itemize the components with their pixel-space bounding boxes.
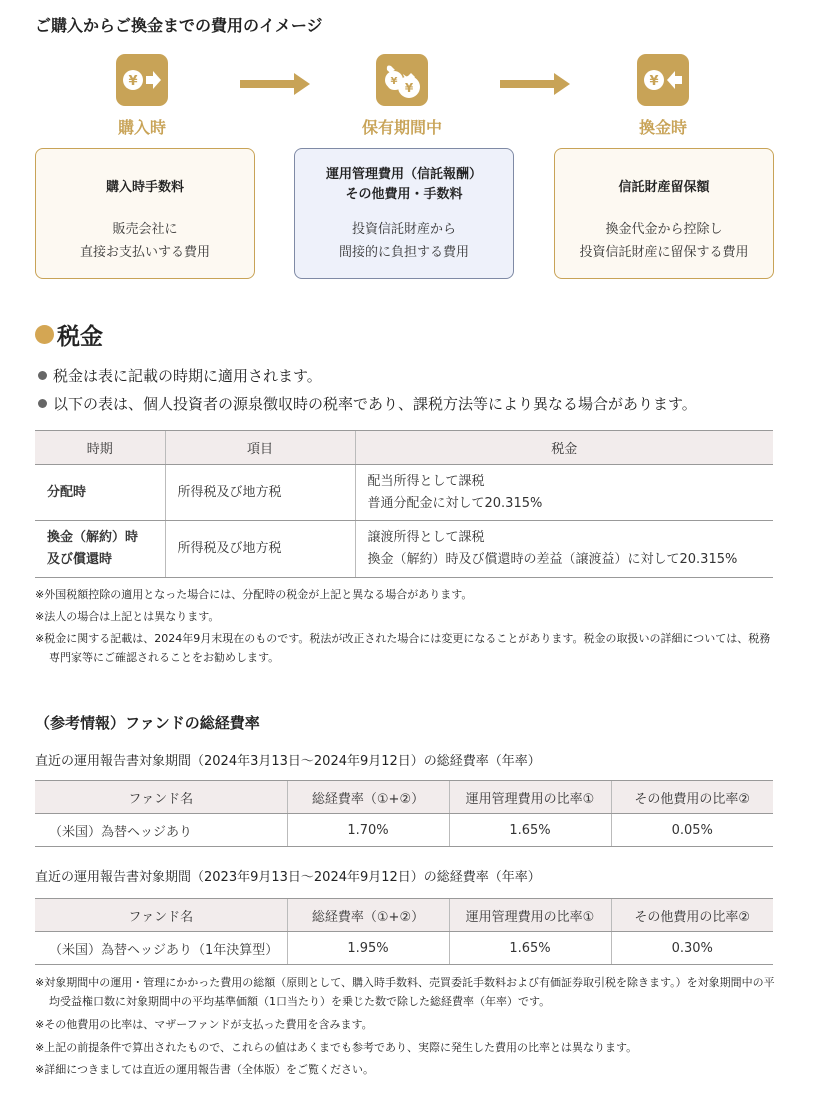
- management-ratio-cell: 1.65%: [449, 932, 611, 965]
- stage-label-redemption: 換金時: [638, 118, 687, 137]
- fund-name-cell: （米国）為替ヘッジあり（1年決算型）: [35, 932, 287, 965]
- period-text: 換金（解約）時: [47, 530, 139, 545]
- tax-heading: [35, 318, 103, 351]
- svg-text:¥: ¥: [649, 74, 659, 89]
- header-management-ratio: 運用管理費用の比率①: [449, 781, 611, 814]
- card-heading: 購入時手数料: [105, 180, 184, 195]
- header-fund: ファンド名: [35, 781, 287, 814]
- yen-arrow-out-icon: [637, 54, 689, 106]
- header-fund: ファンド名: [35, 899, 287, 932]
- tax-bullet-text: 税金は表に記載の時期に適用されます。: [53, 367, 322, 385]
- card-body-line: 間接的に負担する費用: [338, 245, 469, 260]
- header-other-ratio: その他費用の比率②: [611, 899, 773, 932]
- fund-name-cell: （米国）為替ヘッジあり: [35, 814, 287, 847]
- header-other-ratio: その他費用の比率②: [611, 781, 773, 814]
- ratio-caption: 直近の運用報告書対象期間（2023年9月13日～2024年9月12日）の総経費率（年率）: [35, 870, 541, 885]
- header-total-ratio: 総経費率（①+②）: [287, 899, 449, 932]
- tax-heading-text: 税金: [57, 324, 103, 350]
- ratio-table: [35, 898, 773, 965]
- total-ratio-cell: 1.95%: [287, 932, 449, 965]
- tax-bullet-text: 以下の表は、個人投資者の源泉徴収時の税率であり、課税方法等により異なる場合があります。: [53, 395, 697, 413]
- table-header-row: [35, 781, 773, 814]
- flow-arrow-1: [240, 73, 310, 95]
- period-cell: [35, 521, 165, 578]
- tax-line: 普通分配金に対して20.315%: [367, 495, 543, 511]
- ratio-note: ※対象期間中の運用・管理にかかった費用の総額（原則として、購入時手数料、売買委託手数料および有価証券取引税を除きます。）を対象期間中の平均受益権口数に対象期間中の平均基準価額（1口当たり）を乗じた数で除した総経費率（年率）です。: [35, 976, 775, 1008]
- flow-title: ご購入からご換金までの費用のイメージ: [35, 16, 323, 35]
- table-row: [35, 932, 773, 965]
- table-row: [35, 465, 773, 521]
- header-tax: 税金: [355, 431, 773, 465]
- card-body-line: 販売会社に: [112, 222, 178, 237]
- tax-bullet: [38, 393, 697, 414]
- money-bags-icon: [376, 54, 428, 106]
- other-ratio-cell: 0.05%: [611, 814, 773, 847]
- table-header-row: [35, 899, 773, 932]
- header-total-ratio: 総経費率（①+②）: [287, 781, 449, 814]
- fee-card-redemption: [554, 148, 774, 279]
- bullet-dot-icon: [38, 399, 47, 408]
- table-header-row: [35, 431, 773, 465]
- tax-cell: [355, 521, 773, 578]
- card-body-line: 投資信託財産に留保する費用: [579, 245, 749, 260]
- circle-bullet-icon: [35, 325, 54, 344]
- table-row: [35, 814, 773, 847]
- header-period: 時期: [35, 431, 165, 465]
- card-heading: 信託財産留保額: [618, 180, 710, 195]
- tax-note: ※外国税額控除の適用となった場合には、分配時の税金が上記と異なる場合があります。: [35, 588, 473, 601]
- tax-line: 換金（解約）時及び償還時の差益（譲渡益）に対して20.315%: [367, 552, 738, 567]
- tax-bullet: [38, 365, 322, 386]
- card-heading: 運用管理費用（信託報酬）: [325, 167, 482, 182]
- tax-cell: [355, 465, 773, 521]
- svg-text:¥: ¥: [390, 76, 398, 87]
- management-ratio-cell: 1.65%: [449, 814, 611, 847]
- ratio-note: ※上記の前提条件で算出されたもので、これらの値はあくまでも参考であり、実際に発生した費用の比率とは異なります。: [35, 1041, 638, 1054]
- card-body-line: 直接お支払いする費用: [79, 245, 210, 260]
- card-body-line: 投資信託財産から: [351, 222, 456, 237]
- header-management-ratio: 運用管理費用の比率①: [449, 899, 611, 932]
- period-text: 分配時: [47, 484, 87, 500]
- stage-label-purchase: 購入時: [117, 118, 166, 137]
- tax-line: 配当所得として課税: [367, 473, 485, 489]
- tax-table: [35, 430, 773, 578]
- total-ratio-cell: 1.70%: [287, 814, 449, 847]
- other-ratio-cell: 0.30%: [611, 932, 773, 965]
- tax-line: 譲渡所得として課税: [367, 530, 485, 545]
- table-row: [35, 521, 773, 578]
- card-heading: その他費用・手数料: [345, 187, 463, 202]
- ratio-note: ※その他費用の比率は、マザーファンドが支払った費用を含みます。: [35, 1018, 373, 1031]
- flow-arrow-2: [500, 73, 570, 95]
- fee-card-holding: [294, 148, 514, 279]
- card-body-line: 換金代金から控除し: [605, 222, 723, 237]
- period-text: 及び償還時: [47, 552, 113, 567]
- ratio-table: [35, 780, 773, 847]
- tax-note: ※税金に関する記載は、2024年9月末現在のものです。税法が改正された場合には変更になることがあります。税金の取扱いの詳細については、税務専門家等にご確認されることをお勧めします。: [35, 632, 771, 664]
- header-item: 項目: [165, 431, 355, 465]
- svg-text:¥: ¥: [404, 81, 414, 95]
- tax-note: ※法人の場合は上記とは異なります。: [35, 610, 220, 623]
- item-cell: 所得税及び地方税: [165, 521, 355, 578]
- fee-card-purchase: [35, 148, 255, 279]
- ratio-note: ※詳細につきましては直近の運用報告書（全体版）をご覧ください。: [35, 1063, 374, 1076]
- ratio-caption: 直近の運用報告書対象期間（2024年3月13日～2024年9月12日）の総経費率（年率）: [35, 754, 541, 769]
- period-cell: [35, 465, 165, 521]
- item-cell: 所得税及び地方税: [165, 465, 355, 521]
- ratio-heading: （参考情報）ファンドの総経費率: [35, 714, 260, 732]
- svg-text:¥: ¥: [128, 74, 138, 89]
- stage-label-holding: 保有期間中: [361, 118, 442, 137]
- yen-arrow-in-icon: [116, 54, 168, 106]
- bullet-dot-icon: [38, 371, 47, 380]
